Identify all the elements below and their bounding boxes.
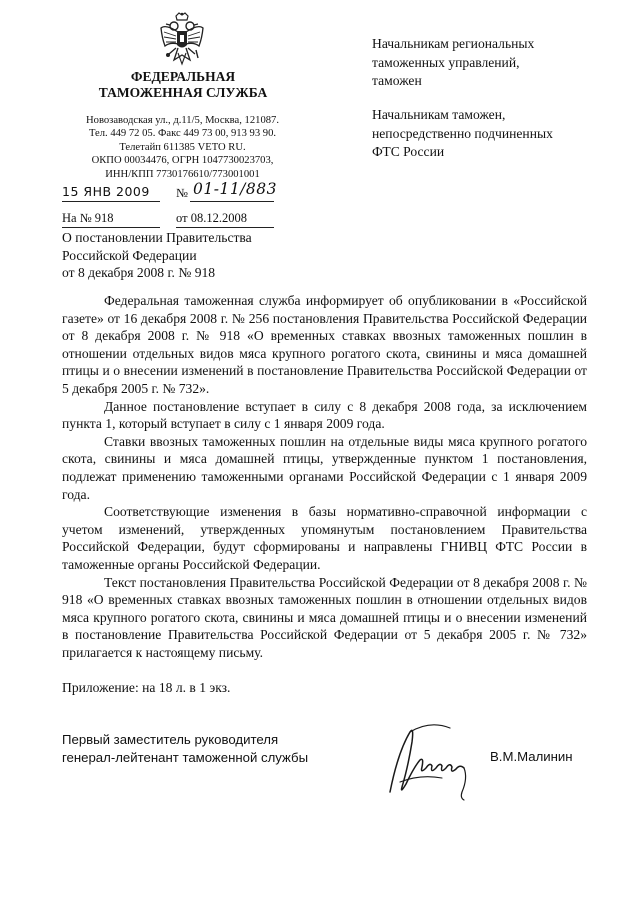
- subject-line: Российской Федерации: [62, 247, 197, 263]
- reference-number-label: На №: [62, 211, 92, 225]
- reference-number: [62, 211, 114, 226]
- body-paragraph: Данное постановление вступает в силу с 8 декабря 2008 года, за исключением пункта 1, который вступает в силу с 1 января 2009 года.: [62, 398, 587, 432]
- number-underline: [190, 201, 274, 202]
- requisites-line: ОКПО 00034476, ОГРН 1047730023703,: [91, 155, 274, 167]
- requisites-line: ИНН/КПП 7730176610/773001001: [105, 168, 260, 180]
- body-paragraph: Текст постановления Правительства Российской Федерации от 8 декабря 2008 г. № 918 «О временных ставках ввозных таможенных пошлин в отношении отдельных видов мяса крупного рогатого скота, свинины и мяса домашней птицы и о внесении изменений в постановление Правительства Российской Федерации от 5 декабря 2005 г. № 732» прилагается к настоящему письму.: [62, 574, 587, 660]
- body-paragraph: Соответствующие изменения в базы нормативно-справочной информации с учетом изменений, утвержденных упомянутым постановлением Правительства Российской Федерации, будут сформированы и направлены ГНИВЦ ФТС России в таможенные органы Российской Федерации.: [62, 504, 587, 572]
- coat-of-arms-emblem: [158, 12, 206, 70]
- addressee-line: ФТС России: [372, 144, 445, 159]
- registration-number-handwritten: 01-11/883: [193, 180, 277, 198]
- signatory-position: [62, 731, 308, 767]
- requisites-line: Тел. 449 72 05. Факс 449 73 00, 913 93 90.: [88, 128, 277, 140]
- letter-body: [62, 292, 587, 661]
- sender-requisites: [60, 114, 305, 181]
- sender-agency-name: [78, 69, 288, 101]
- requisites-line: Новозаводская ул., д.11/5, Москва, 121087.: [86, 115, 279, 126]
- addressee-line: таможенных управлений,: [372, 54, 520, 70]
- date-underline: [62, 201, 160, 202]
- registration-date-stamp: 15 ЯНВ 2009: [62, 184, 150, 199]
- reference-date-label: от: [176, 211, 188, 225]
- registration-number-label: №: [176, 186, 188, 200]
- reference-date-value: 08.12.2008: [190, 211, 247, 225]
- letter-subject: [62, 229, 322, 282]
- handwritten-signature: [380, 712, 480, 807]
- body-paragraph: Ставки ввозных таможенных пошлин на отдельные виды мяса крупного рогатого скота, свинины и мяса домашней птицы, утвержденные пунктом 1 постановления, подлежат применению таможенными органами Российской Федерации с 1 января 2009 года.: [62, 433, 587, 502]
- subject-line: от 8 декабря 2008 г. № 918: [62, 265, 216, 280]
- addressee-block-1: [372, 35, 622, 91]
- reference-underline: [62, 227, 160, 228]
- addressee-block-2: [372, 106, 622, 162]
- signatory-name: В.М.Малинин: [490, 749, 573, 764]
- reference-date-underline: [176, 227, 274, 228]
- agency-name-line-2: ТАМОЖЕННАЯ СЛУЖБА: [98, 85, 268, 100]
- addressee-line: таможен: [372, 73, 422, 88]
- signatory-position-line: генерал-лейтенант таможенной службы: [62, 750, 309, 765]
- addressee-line: Начальникам таможен,: [372, 107, 506, 122]
- agency-name-line-1: ФЕДЕРАЛЬНАЯ: [130, 69, 236, 84]
- signatory-position-line: Первый заместитель руководителя: [62, 732, 279, 747]
- requisites-line: Телетайп 611385 VETO RU.: [119, 141, 246, 153]
- addressee-line: непосредственно подчиненных: [372, 125, 553, 141]
- body-paragraph: Федеральная таможенная служба информирует об опубликовании в «Российской газете» от 16 декабря 2008 г. № 256 постановления Правительства Российской Федерации от 8 декабря 2008 г. № 918 «О временных ставках ввозных таможенных пошлин в отношении отдельных видов мяса крупного рогатого скота, свинины и мяса домашней птицы и о внесении изменений в постановление Правительства Российской Федерации от 5 декабря 2005 г. № 732».: [62, 293, 587, 396]
- reference-date: [176, 211, 247, 226]
- subject-line: О постановлении Правительства: [62, 230, 252, 245]
- addressee-line: Начальникам региональных: [372, 36, 535, 51]
- appendix-note: Приложение: на 18 л. в 1 экз.: [62, 680, 231, 695]
- reference-number-value: 918: [94, 211, 114, 225]
